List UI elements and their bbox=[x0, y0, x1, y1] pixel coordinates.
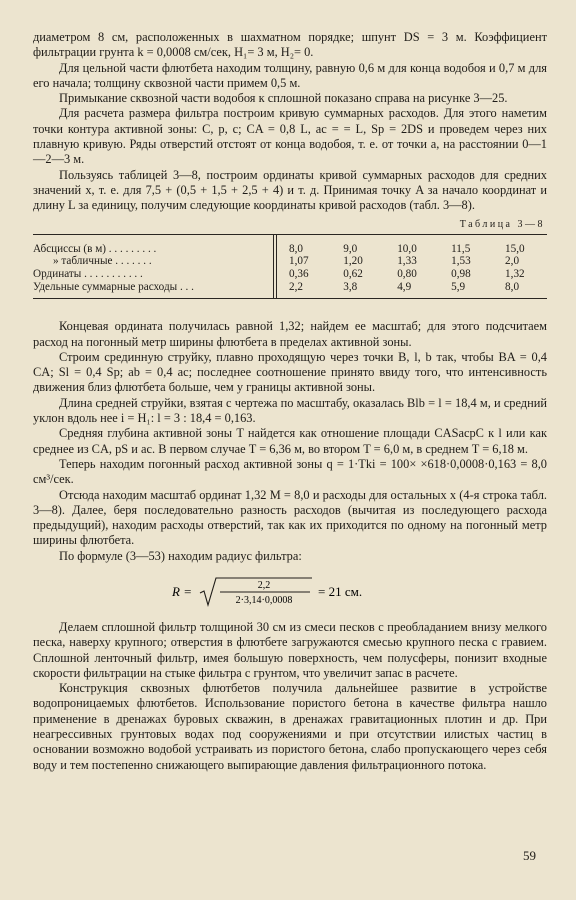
table-cell: 5,9 bbox=[451, 280, 466, 293]
table-cell: 8,0 bbox=[505, 280, 520, 293]
paragraph: По формуле (3—53) находим радиус фильтра: bbox=[59, 548, 302, 563]
paragraph: Для цельной части флютбета находим толщину, равную 0,6 м для конца водобоя и 0,7 м для его начала; толщину сквозной части примем 0,5 м. bbox=[33, 60, 547, 90]
table-cell: 11,5 bbox=[451, 242, 471, 255]
table-cell: 9,0 bbox=[343, 242, 358, 255]
data-table bbox=[33, 234, 547, 299]
table-cell: 10,0 bbox=[397, 242, 417, 255]
formula-graphic bbox=[170, 576, 410, 608]
table-cell: 2,0 bbox=[505, 255, 520, 268]
page-number: 59 bbox=[523, 848, 536, 863]
table-cell: 4,9 bbox=[397, 280, 412, 293]
table-cell: 0,62 bbox=[343, 268, 363, 281]
table-cell: 0,98 bbox=[451, 268, 471, 281]
table-row bbox=[33, 268, 547, 281]
table-caption: Таблица 3—8 bbox=[459, 218, 545, 230]
table-cell: 1,20 bbox=[343, 255, 363, 268]
paragraph: Средняя глубина активной зоны T найдется как отношение площади CASacpC к l или как среднее из CA, pS и ac. В первом случае T = 6,36 м, во втором T = 6,0 м, в среднем T = 6,18 м. bbox=[33, 426, 547, 456]
formula-numerator: 2,2 bbox=[257, 579, 271, 591]
paragraph: Отсюда находим масштаб ординат 1,32 M = 8,0 и расходы для остальных x (4-я строка табл. 3—8). Далее, беря последовательно разность расходов (вычитая из последующего расхода предыдущий), находим расходы отверстий, так как их приходится по одному на погонный метр ширины флютбета. bbox=[33, 487, 547, 548]
formula-denominator: 2·3,14·0,0008 bbox=[235, 594, 293, 606]
paragraph: Теперь находим погонный расход активной зоны q = 1·Tki = 100× ×618·0,0008·0,163 = 8,0 см³/сек. bbox=[33, 456, 547, 487]
formula-lhs: R = bbox=[172, 583, 192, 599]
page-body bbox=[33, 30, 547, 773]
paragraph: Длина средней струйки, взятая с чертежа по масштабу, оказалась Blb = l = 18,4 м, и средний уклон вдоль нее i = H₁: l = 3 : 18,4 = 0,163. bbox=[33, 395, 547, 426]
row-label: Удельные суммарные расходы . . . bbox=[33, 280, 194, 293]
table-cell: 8,0 bbox=[289, 242, 303, 255]
paragraph: Примыкание сквозной части водобоя к сплошной показано справа на рисунке 3—25. bbox=[59, 91, 508, 106]
table-cell: 0,80 bbox=[397, 268, 417, 281]
paragraph: Конструкция сквозных флютбетов получила дальнейшее развитие в устройстве водопроницаемых флютбетов. Использование пористого бетона в качестве фильтра нашло применение в дренажах буровых скважин, в дренажах гравитационных плотин и др. При неагрессивных грунтовых водах под сооружениями и при отсутствии илистых частиц в основании возможно водобой устраивать из пористого бетона, слабо пропускающего через себя воду и тем постепенно снижающего выпирающие давления фильтрационного потока. bbox=[33, 681, 547, 772]
table-row bbox=[33, 255, 547, 268]
table-cell: 15,0 bbox=[505, 242, 525, 255]
table-cell: 1,53 bbox=[451, 255, 471, 268]
paragraph: Для расчета размера фильтра построим кривую суммарных расходов. Для этого наметим точки контура активной зоны: C, p, c; CA = 0,8 L, ac = = L, Sp = 2DS и проведем через них плавную кривую. Ряды отверстий отстоят от конца водобоя, т. е. от точки a, на расстоянии 0—1—2—3 м. bbox=[33, 106, 547, 167]
paragraph: Делаем сплошной фильтр толщиной 30 см из смеси песков с преобладанием внизу мелкого песка, наверху крупного; отверстия в флютбете загружаются смесью крупного песка с гравием. Сплошной ленточный фильтр, имея большую поверхность, чем полусферы, понизит входные скорости фильтрации на стыке фильтра с грунтом, что увеличит запас в расчете. bbox=[33, 619, 547, 680]
paragraph: Концевая ордината получилась равной 1,32; найдем ее масштаб; для этого подсчитаем расход на погонный метр ширины флютбета в пределах активной зоны. bbox=[33, 319, 547, 349]
paragraph: диаметром 8 см, расположенных в шахматном порядке; шпунт DS = 3 м. Коэффициент фильтрации грунта k = 0,0008 см/сек, H₁= 3 м, H₂= 0. bbox=[33, 30, 547, 60]
table-cell: 1,32 bbox=[505, 268, 525, 281]
paragraph: Строим срединную струйку, плавно проходящую через точки B, l, b так, чтобы BA = 0,4 CA; Sl = 0,4 Sp; ab = 0,4 ac; последнее соотношение принято ввиду того, что интенсивность движения близ флютбета больше, чем у границы активной зоны. bbox=[33, 349, 547, 395]
paragraph: Пользуясь таблицей 3—8, построим ординаты кривой суммарных расходов для средних значений x, т. е. для 7,5 + (0,5 + 1,5 + 2,5 + 4) и т. д. Принимая точку A за начало координат и длину L за единицу, получим следующие координаты кривой расходов (табл. 3—8). bbox=[33, 167, 547, 213]
table-cell: 0,36 bbox=[289, 268, 309, 281]
table-cell: 1,07 bbox=[289, 255, 309, 268]
table-cell: 2,2 bbox=[289, 280, 303, 293]
formula-rhs: = 21 см. bbox=[318, 583, 363, 599]
row-label: » табличные . . . . . . . bbox=[53, 255, 152, 268]
table-row bbox=[33, 234, 547, 255]
row-label: Ординаты . . . . . . . . . . . bbox=[33, 268, 143, 281]
table-cell: 3,8 bbox=[343, 280, 358, 293]
radius-formula bbox=[33, 576, 547, 606]
table-row bbox=[33, 281, 547, 299]
table-cell: 1,33 bbox=[397, 255, 417, 268]
row-label: Абсциссы (в м) . . . . . . . . . bbox=[33, 242, 157, 255]
